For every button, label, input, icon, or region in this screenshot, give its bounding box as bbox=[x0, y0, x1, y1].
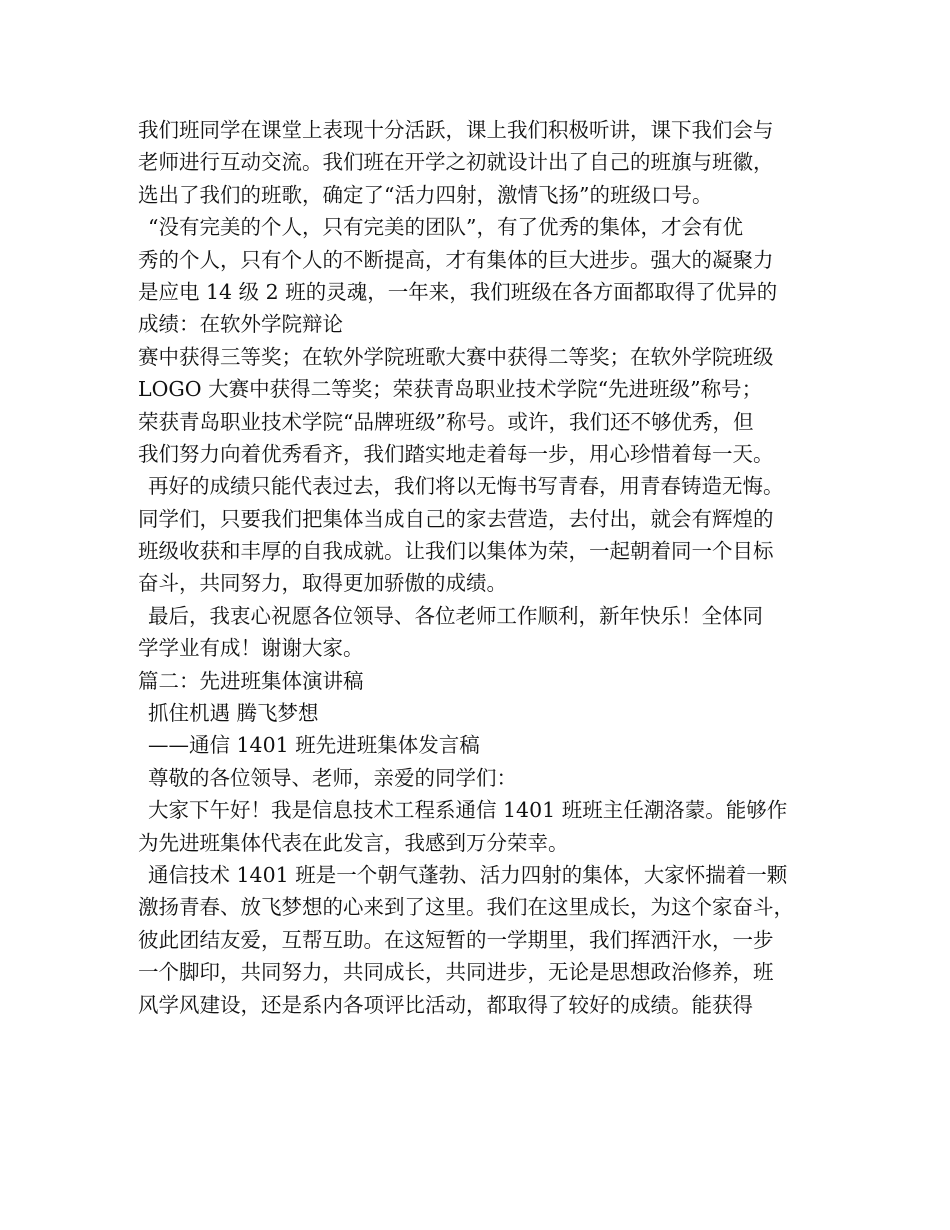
text-line: 老师进行互动交流。我们班在开学之初就设计出了自己的班旗与班徽， bbox=[138, 150, 774, 175]
text-line: 选出了我们的班歌，确定了“活力四射，激情飞扬”的班级口号。 bbox=[138, 182, 713, 207]
section-heading: 篇二：先进班集体演讲稿 bbox=[138, 668, 364, 693]
text-line: 荣获青岛职业技术学院“品牌班级”称号。或许，我们还不够优秀，但 bbox=[138, 409, 754, 434]
text-line: 通信技术 1401 班是一个朝气蓬勃、活力四射的集体，大家怀揣着一颗 bbox=[148, 862, 788, 887]
text-line: 是应电 14 级 2 班的灵魂，一年来，我们班级在各方面都取得了优异的 bbox=[138, 279, 778, 304]
text-line: 同学们，只要我们把集体当成自己的家去营造，去付出，就会有辉煌的 bbox=[138, 506, 774, 531]
text-line: 风学风建设，还是系内各项评比活动，都取得了较好的成绩。能获得 bbox=[138, 992, 753, 1017]
text-line: 奋斗，共同努力，取得更加骄傲的成绩。 bbox=[138, 571, 507, 596]
text-line: 班级收获和丰厚的自我成就。让我们以集体为荣，一起朝着同一个目标 bbox=[138, 539, 774, 564]
text-line: 彼此团结友爱，互帮互助。在这短暂的一学期里，我们挥洒汗水，一步 bbox=[138, 927, 774, 952]
text-line: 我们班同学在课堂上表现十分活跃，课上我们积极听讲，课下我们会与 bbox=[138, 118, 774, 142]
text-line: 成绩：在软外学院辩论 bbox=[138, 312, 343, 337]
text-line: 赛中获得三等奖；在软外学院班歌大赛中获得二等奖；在软外学院班级 bbox=[138, 344, 774, 369]
text-line: LOGO 大赛中获得二等奖；荣获青岛职业技术学院“先进班级”称号； bbox=[138, 377, 763, 402]
speech-subtitle: ——通信 1401 班先进班集体发言稿 bbox=[148, 733, 480, 758]
speech-title: 抓住机遇 腾飞梦想 bbox=[148, 701, 319, 726]
text-line: 学学业有成！谢谢大家。 bbox=[138, 636, 364, 661]
text-line: 秀的个人，只有个人的不断提高，才有集体的巨大进步。强大的凝聚力 bbox=[138, 247, 774, 272]
text-line: “没有完美的个人，只有完美的团队”，有了优秀的集体，才会有优 bbox=[148, 215, 743, 240]
text-line: 大家下午好！我是信息技术工程系通信 1401 班班主任潮洛蒙。能够作 bbox=[148, 798, 788, 823]
text-line: 一个脚印，共同努力，共同成长，共同进步，无论是思想政治修养，班 bbox=[138, 960, 774, 985]
text-line: 激扬青春、放飞梦想的心来到了这里。我们在这里成长，为这个家奋斗， bbox=[138, 895, 794, 920]
text-line: 最后，我衷心祝愿各位领导、各位老师工作顺利，新年快乐！全体同 bbox=[148, 603, 763, 628]
text-line: 我们努力向着优秀看齐，我们踏实地走着每一步，用心珍惜着每一天。 bbox=[138, 441, 774, 466]
salutation: 尊敬的各位领导、老师，亲爱的同学们： bbox=[148, 765, 517, 790]
document-page bbox=[138, 114, 828, 1021]
text-line: 为先进班集体代表在此发言，我感到万分荣幸。 bbox=[138, 830, 569, 855]
text-line: 再好的成绩只能代表过去，我们将以无悔书写青春，用青春铸造无悔。 bbox=[148, 474, 784, 499]
